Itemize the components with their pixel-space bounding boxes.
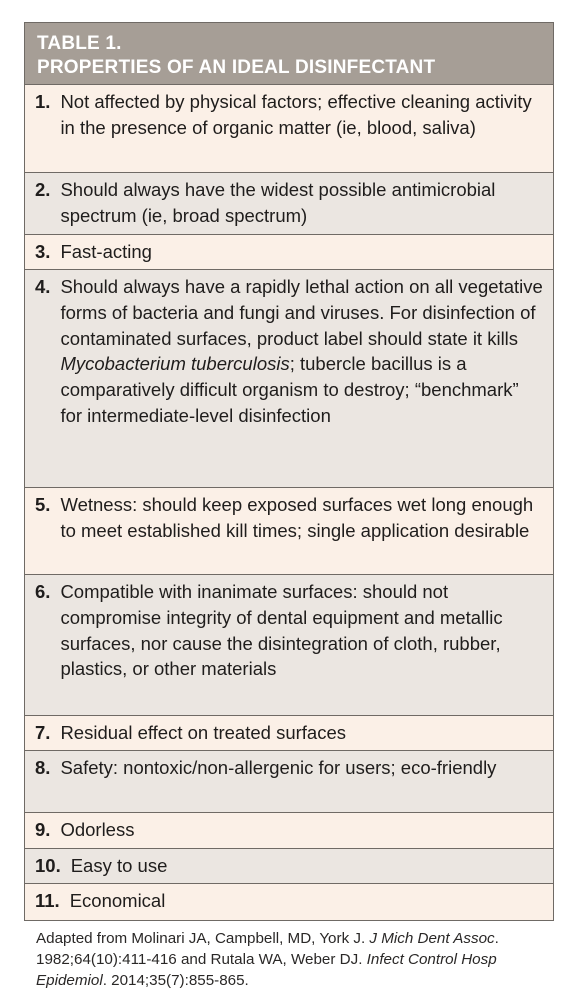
table-row	[25, 813, 553, 849]
table-row	[25, 751, 553, 813]
row-text: Not affected by physical factors; effective cleaning activity in the presence of organic matter (ie, blood, saliva)	[60, 91, 532, 138]
citation-text: Adapted from Molinari JA, Campbell, MD, York J.	[36, 930, 370, 947]
table-row	[25, 575, 553, 716]
row-number: 4.	[35, 276, 51, 297]
journal-name: Infect Control Hosp Epidemiol	[36, 951, 497, 989]
table-row	[25, 85, 553, 173]
row-text: Easy to use	[70, 855, 168, 876]
disinfectant-properties-table	[24, 22, 554, 921]
row-number: 2.	[35, 179, 51, 200]
row-text: Residual effect on treated surfaces	[60, 722, 346, 743]
table-row	[25, 270, 553, 488]
row-text: Wetness: should keep exposed surfaces wet long enough to meet established kill times; single application desirable	[60, 494, 534, 541]
table-row	[25, 716, 553, 751]
row-number: 8.	[35, 757, 51, 778]
row-number: 10.	[35, 855, 61, 876]
organism-name: Mycobacterium tuberculosis	[60, 353, 290, 375]
journal-name: J Mich Dent Assoc	[369, 930, 495, 947]
table-row	[25, 884, 553, 920]
row-text-part: Should always have a rapidly lethal action on all vegetative forms of bacteria and fungi and viruses. For disinfection of contaminated surfaces, product label should state it kills	[60, 276, 543, 349]
row-number: 5.	[35, 494, 51, 515]
table-row	[25, 849, 553, 884]
row-text: Fast-acting	[60, 241, 152, 262]
table-header	[25, 23, 553, 85]
row-text: Economical	[69, 890, 166, 911]
row-number: 1.	[35, 91, 51, 112]
row-text: Odorless	[60, 819, 135, 840]
citation-text: . 2014;35(7):855-865.	[102, 972, 249, 989]
source-citation	[36, 928, 556, 991]
row-number: 11.	[35, 890, 60, 911]
table-subtitle: PROPERTIES OF AN IDEAL DISINFECTANT	[37, 57, 436, 78]
table-row	[25, 488, 553, 575]
table-row	[25, 235, 553, 270]
row-number: 9.	[35, 819, 51, 840]
table-title: TABLE 1.	[37, 33, 122, 54]
row-text	[60, 274, 545, 483]
citation-text: . 1982;64(10):411-416 and Rutala WA, Weber DJ.	[36, 930, 499, 968]
table-row	[25, 173, 553, 235]
row-number: 6.	[35, 581, 51, 602]
row-number: 3.	[35, 241, 51, 262]
row-text: Should always have the widest possible antimicrobial spectrum (ie, broad spectrum)	[60, 179, 496, 226]
row-text: Safety: nontoxic/non-allergenic for users; eco-friendly	[60, 757, 497, 778]
row-text-part: ; tubercle bacillus is a comparatively difficult organism to destroy; “benchmark” for intermediate-level disinfection	[60, 353, 519, 426]
row-text: Compatible with inanimate surfaces: should not compromise integrity of dental equipment and metallic surfaces, nor cause the disintegration of cloth, rubber, plastics, or other materials	[60, 581, 503, 680]
row-number: 7.	[35, 722, 51, 743]
